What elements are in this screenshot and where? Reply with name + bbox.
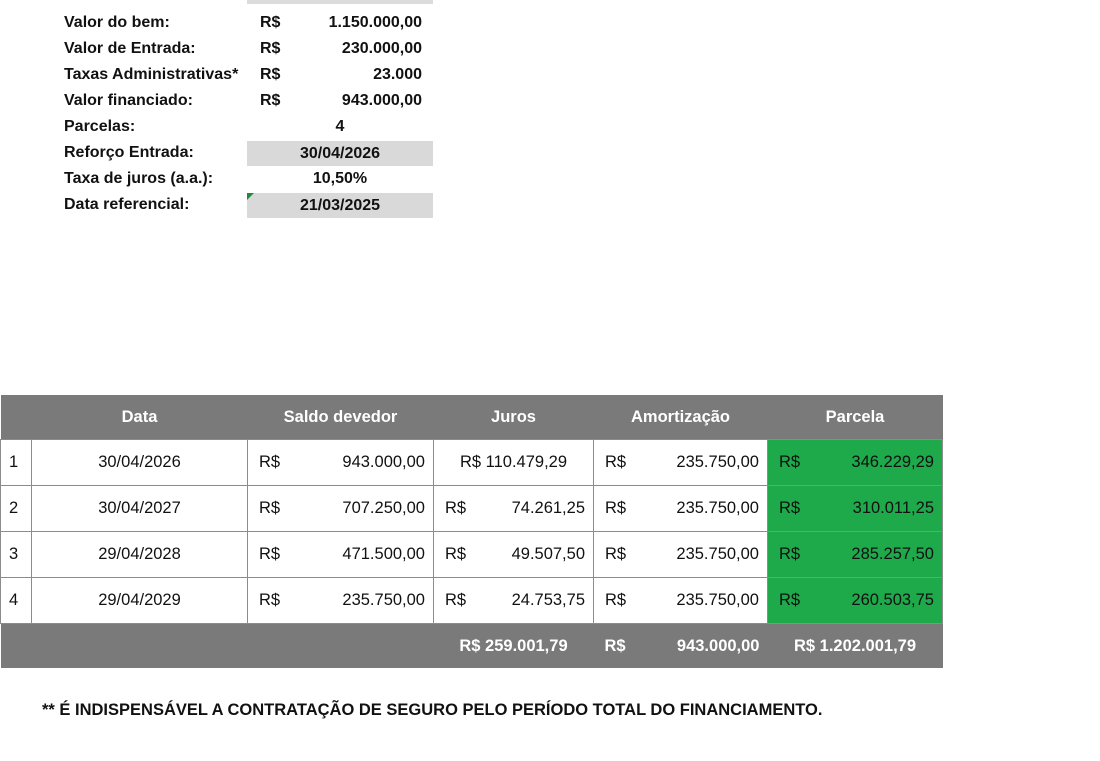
row-saldo[interactable] xyxy=(248,578,434,624)
parcela-value: 260.503,75 xyxy=(851,591,934,609)
amortizacao-value: 235.750,00 xyxy=(676,499,759,517)
totals-spacer xyxy=(248,624,434,669)
taxas-label: Taxas Administrativas* xyxy=(64,66,239,83)
currency-label: R$ xyxy=(779,453,801,471)
row-index[interactable]: 4 xyxy=(1,578,32,624)
currency-label: R$ xyxy=(259,499,281,517)
row-date[interactable]: 29/04/2029 xyxy=(32,578,248,624)
valor-financiado-value[interactable]: 943.000,00 xyxy=(341,92,422,109)
total-amortizacao-value: 943.000,00 xyxy=(676,636,760,655)
input-cell-strip xyxy=(247,0,433,4)
amortizacao-value: 235.750,00 xyxy=(676,453,759,471)
summary-block xyxy=(64,10,434,218)
total-juros-value: R$ 259.001,79 xyxy=(459,636,568,655)
currency-label: R$ xyxy=(260,92,281,109)
row-parcela[interactable] xyxy=(768,486,943,532)
currency-label: R$ xyxy=(605,499,627,517)
juros-value: R$ 110.479,29 xyxy=(459,453,568,471)
summary-row-valor-financiado xyxy=(64,88,434,114)
row-juros[interactable] xyxy=(434,532,594,578)
parcela-value: 285.257,50 xyxy=(851,545,934,563)
juros-value: 74.261,25 xyxy=(511,499,585,517)
total-amortizacao[interactable] xyxy=(594,624,768,669)
summary-row-reforco xyxy=(64,140,434,166)
currency-label: R$ xyxy=(260,14,281,31)
header-saldo: Saldo devedor xyxy=(248,395,434,440)
row-index[interactable]: 1 xyxy=(1,440,32,486)
totals-spacer xyxy=(32,624,248,669)
table-row xyxy=(1,486,943,532)
total-parcela[interactable] xyxy=(768,624,943,669)
header-amortizacao: Amortização xyxy=(594,395,768,440)
currency-label: R$ xyxy=(779,591,801,609)
totals-row xyxy=(1,624,943,669)
currency-label: R$ xyxy=(259,591,281,609)
saldo-value: 471.500,00 xyxy=(342,545,425,563)
currency-label: R$ xyxy=(604,636,626,655)
currency-label: R$ xyxy=(779,545,801,563)
reforco-value[interactable]: 30/04/2026 xyxy=(247,141,433,166)
parcelas-value[interactable]: 4 xyxy=(335,118,345,135)
table-row xyxy=(1,532,943,578)
taxa-juros-label: Taxa de juros (a.a.): xyxy=(64,170,214,187)
summary-row-valor-entrada xyxy=(64,36,434,62)
row-saldo[interactable] xyxy=(248,440,434,486)
summary-row-taxas xyxy=(64,62,434,88)
reforco-label: Reforço Entrada: xyxy=(64,144,194,161)
currency-label: R$ xyxy=(445,545,467,563)
valor-bem-label: Valor do bem: xyxy=(64,14,170,31)
row-date[interactable]: 30/04/2026 xyxy=(32,440,248,486)
currency-label: R$ xyxy=(445,591,467,609)
currency-label: R$ xyxy=(445,499,467,517)
insurance-note: ** É INDISPENSÁVEL A CONTRATAÇÃO DE SEGURO PELO PERÍODO TOTAL DO FINANCIAMENTO. xyxy=(42,701,823,719)
row-juros[interactable] xyxy=(434,486,594,532)
amortization-table xyxy=(0,395,943,668)
header-juros: Juros xyxy=(434,395,594,440)
table-row xyxy=(1,578,943,624)
saldo-value: 707.250,00 xyxy=(342,499,425,517)
total-parcela-value: R$ 1.202.001,79 xyxy=(793,636,917,655)
row-date[interactable]: 29/04/2028 xyxy=(32,532,248,578)
currency-label: R$ xyxy=(605,545,627,563)
row-date[interactable]: 30/04/2027 xyxy=(32,486,248,532)
juros-value: 24.753,75 xyxy=(511,591,585,609)
header-parcela: Parcela xyxy=(768,395,943,440)
amortizacao-value: 235.750,00 xyxy=(676,545,759,563)
parcelas-label: Parcelas: xyxy=(64,118,136,135)
data-ref-label: Data referencial: xyxy=(64,196,190,213)
parcela-value: 310.011,25 xyxy=(852,499,934,517)
valor-bem-value[interactable]: 1.150.000,00 xyxy=(328,14,422,31)
taxas-value[interactable]: 23.000 xyxy=(373,66,422,83)
row-amortizacao[interactable] xyxy=(594,440,768,486)
valor-financiado-label: Valor financiado: xyxy=(64,92,193,109)
row-index[interactable]: 2 xyxy=(1,486,32,532)
row-saldo[interactable] xyxy=(248,486,434,532)
row-amortizacao[interactable] xyxy=(594,532,768,578)
row-parcela[interactable] xyxy=(768,578,943,624)
row-saldo[interactable] xyxy=(248,532,434,578)
valor-entrada-label: Valor de Entrada: xyxy=(64,40,196,57)
saldo-value: 943.000,00 xyxy=(342,453,425,471)
juros-value: 49.507,50 xyxy=(511,545,585,563)
header-index xyxy=(1,395,32,440)
row-amortizacao[interactable] xyxy=(594,578,768,624)
data-ref-text: 21/03/2025 xyxy=(299,197,381,214)
row-index[interactable]: 3 xyxy=(1,532,32,578)
valor-entrada-value[interactable]: 230.000,00 xyxy=(341,40,422,57)
total-juros[interactable] xyxy=(434,624,594,669)
header-date: Data xyxy=(32,395,248,440)
currency-label: R$ xyxy=(259,453,281,471)
summary-row-valor-bem xyxy=(64,10,434,36)
row-parcela[interactable] xyxy=(768,440,943,486)
taxa-juros-value[interactable]: 10,50% xyxy=(312,170,368,187)
currency-label: R$ xyxy=(605,591,627,609)
summary-row-data-ref xyxy=(64,192,434,218)
row-juros[interactable] xyxy=(434,578,594,624)
row-juros[interactable] xyxy=(434,440,594,486)
row-parcela[interactable] xyxy=(768,532,943,578)
summary-row-parcelas xyxy=(64,114,434,140)
currency-label: R$ xyxy=(259,545,281,563)
saldo-value: 235.750,00 xyxy=(342,591,425,609)
row-amortizacao[interactable] xyxy=(594,486,768,532)
table-header xyxy=(1,395,943,440)
amortizacao-value: 235.750,00 xyxy=(676,591,759,609)
currency-label: R$ xyxy=(779,499,801,517)
cell-comment-indicator-icon xyxy=(247,193,254,200)
totals-spacer xyxy=(1,624,32,669)
data-ref-value[interactable] xyxy=(247,193,433,218)
parcela-value: 346.229,29 xyxy=(851,453,934,471)
currency-label: R$ xyxy=(260,40,281,57)
currency-label: R$ xyxy=(605,453,627,471)
summary-row-taxa-juros xyxy=(64,166,434,192)
table-row xyxy=(1,440,943,486)
currency-label: R$ xyxy=(260,66,281,83)
